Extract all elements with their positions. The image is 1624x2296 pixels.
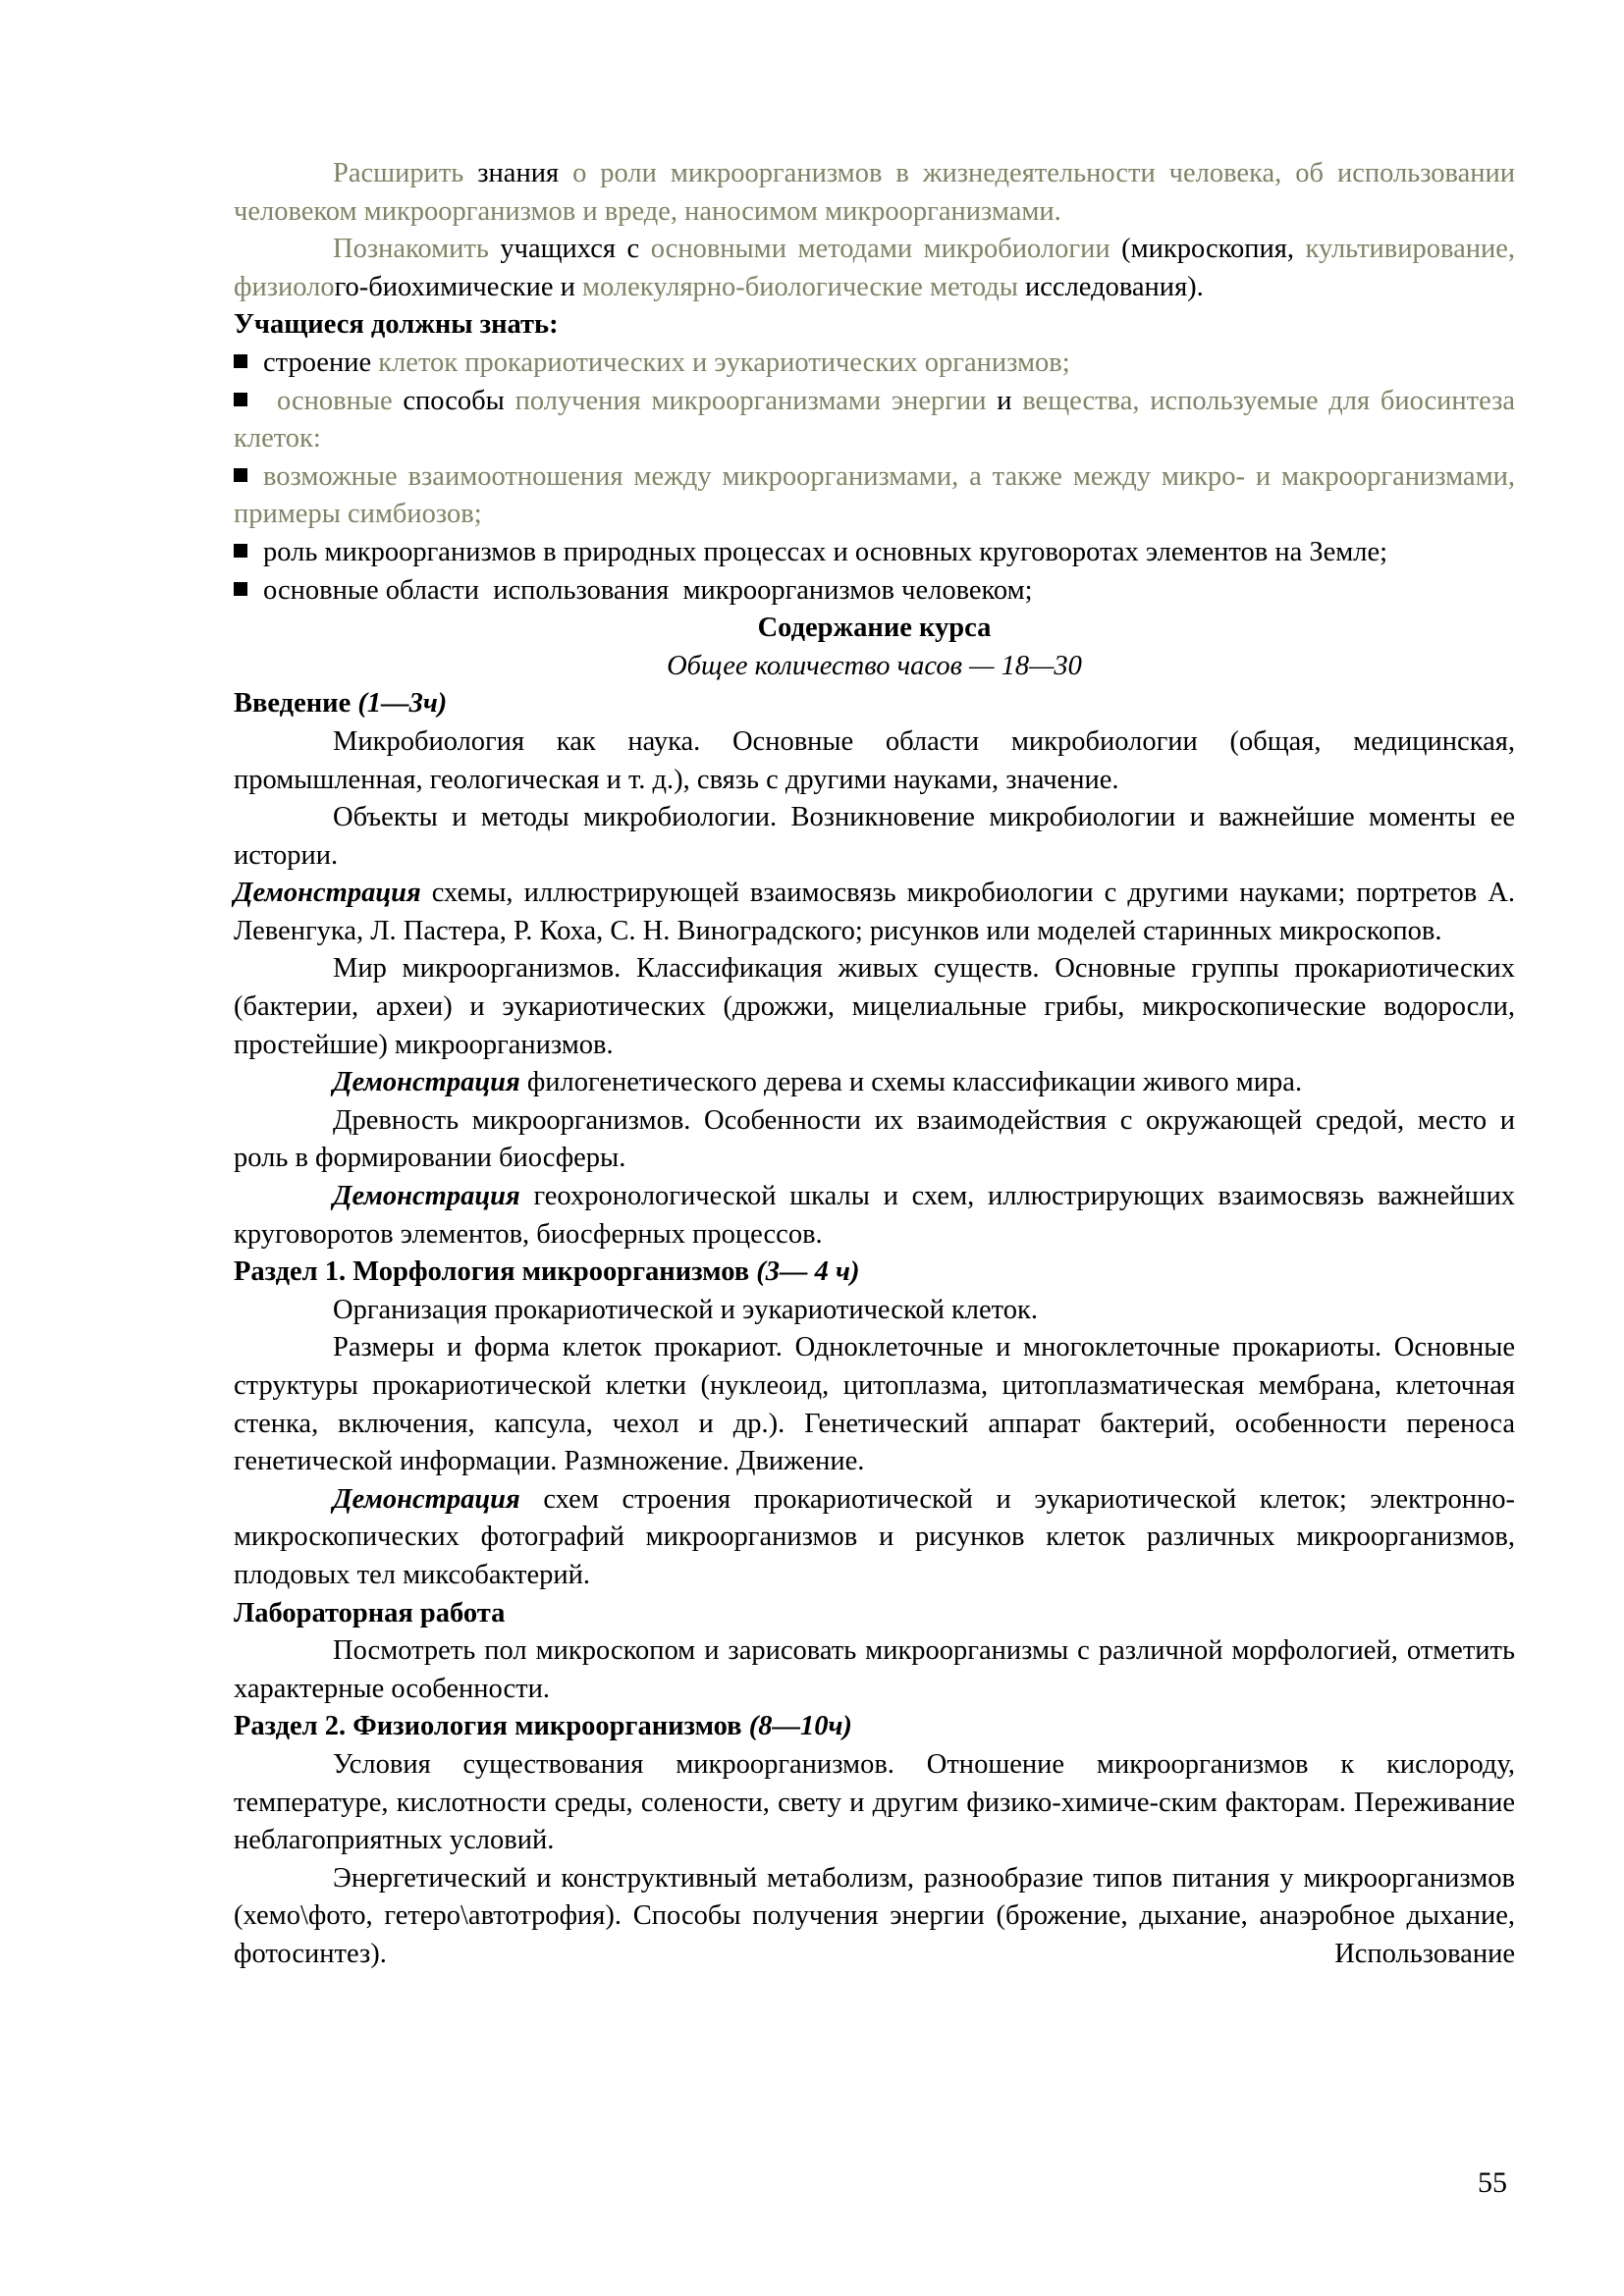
body-text: учащихся с <box>500 234 640 265</box>
lab-work-heading: Лабораторная работа <box>234 1597 506 1629</box>
body-text: (микроскопия, <box>1121 234 1294 265</box>
must-know-item <box>234 345 1515 383</box>
body-text: роль микроорганизмов в природных процессах и основных круговоротах элементов на Земле; <box>263 536 1388 567</box>
demonstration-text: геохронологической шкалы и схем, иллюстрирующих взаимосвязь важнейших круговоротов элементов, биосферных процессов. <box>234 1181 1515 1250</box>
highlight-text: о роли микроорганизмов в жизнедеятельности человека, об использовании человеком микроорганизмов и вреде, наносимом микроорганизмами. <box>234 158 1516 227</box>
demonstration-text: схем строения прокариотической и эукариотической клеток; электронно-микроскопических фотографий микроорганизмов и рисунков клеток различных микроорганизмов, плодовых тел миксобактерий. <box>234 1483 1515 1590</box>
highlight-text: основные <box>277 385 393 416</box>
must-know-item <box>234 534 1515 572</box>
body-text: основные области использования микроорганизмов человеком; <box>263 574 1033 606</box>
paragraph: Объекты и методы микробиологии. Возникновение микробиологии и важнейшие моменты ее истории. <box>234 802 1515 871</box>
demonstration-label: Демонстрация <box>333 1483 520 1515</box>
paragraph: Энергетический и конструктивный метаболизм, разнообразие типов питания у микроорганизмов (хемо\фото, гетеро\автотрофия). Способы получения энергии (брожение, дыхание, анаэробное дыхание, фотосинтез). Использование <box>234 1862 1515 1969</box>
highlight-text: молекулярно-биологические методы <box>582 271 1018 302</box>
intro-section-heading <box>234 685 1515 723</box>
highlight-text: культивирование, физиоло <box>234 234 1516 302</box>
body-text: го-биохимические <box>334 271 554 302</box>
bullet-square-icon <box>234 582 247 596</box>
paragraph: Микробиология как наука. Основные области микробиологии (общая, медицинская, промышленная, геологическая и т. д.), связь с другими науками, значение. <box>234 725 1515 795</box>
demonstration-text: филогенетического дерева и схемы классификации живого мира. <box>519 1067 1303 1098</box>
section-heading-text: Раздел 1. Морфология микроорганизмов <box>234 1256 750 1288</box>
section-hours: (8—10ч) <box>748 1711 852 1742</box>
bullet-square-icon <box>234 354 247 368</box>
section-hours: (3— 4 ч) <box>756 1256 860 1288</box>
paragraph: Древность микроорганизмов. Особенности их взаимодействия с окружающей средой, место и роль в формировании биосферы. <box>234 1104 1515 1174</box>
must-know-item <box>234 383 1515 458</box>
course-title: Содержание курса <box>757 613 992 644</box>
bullet-square-icon <box>234 544 247 558</box>
highlight-text: клеток прокариотических и эукариотических организмов; <box>378 347 1070 378</box>
section-hours: (1—3ч) <box>357 688 448 720</box>
section-heading-text: Введение <box>234 688 352 720</box>
body-text: способы <box>403 385 505 416</box>
body-text: строение <box>263 347 372 378</box>
body-text: исследования). <box>1025 271 1204 302</box>
highlight-text: получения микроорганизмами энергии <box>514 385 987 416</box>
lab-work-text: Посмотреть пол микроскопом и зарисовать микроорганизмы с различной морфологией, отметить характерные особенности. <box>234 1635 1515 1704</box>
demonstration-paragraph <box>234 1481 1515 1595</box>
page-number: 55 <box>1478 2166 1507 2199</box>
document-page <box>234 155 1515 1974</box>
highlight-text: Познакомить <box>333 234 489 265</box>
highlight-text: возможные взаимоотношения между микроорганизмами, а также между микро- и макроорганизмами, примеры симбиозов; <box>234 460 1515 530</box>
demonstration-label: Демонстрация <box>234 878 421 909</box>
intro-paragraph-1 <box>234 155 1515 231</box>
section-2-heading <box>234 1708 1515 1746</box>
demonstration-text: схемы, иллюстрирующей взаимосвязь микробиологии с другими науками; портретов А. Левенгука, Л. Пастера, Р. Коха, С. Н. Виноградского; рисунков или моделей старинных микроскопов. <box>234 878 1515 946</box>
demonstration-paragraph <box>234 875 1515 950</box>
section-heading-text: Раздел 2. Физиология микроорганизмов <box>234 1711 742 1742</box>
paragraph: Условия существования микроорганизмов. Отношение микроорганизмов к кислороду, температуре, кислотности среды, солености, свету и другим физико-химиче-ским факторам. Переживание неблагоприятных условий. <box>234 1748 1515 1856</box>
body-text: и <box>997 385 1012 416</box>
body-text: и <box>560 271 575 302</box>
body-text: знания <box>477 158 560 188</box>
highlight-text: вещества, используемые для биосинтеза клеток: <box>234 385 1516 454</box>
paragraph: Организация прокариотической и эукариотической клеток. <box>333 1294 1038 1325</box>
demonstration-paragraph <box>234 1064 1515 1102</box>
must-know-heading: Учащиеся должны знать: <box>234 309 559 341</box>
bullet-square-icon <box>234 393 247 406</box>
bullet-square-icon <box>234 468 247 482</box>
must-know-item <box>234 572 1515 611</box>
course-subtitle: Общее количество часов — 18—30 <box>667 650 1082 681</box>
section-1-heading <box>234 1254 1515 1292</box>
demonstration-paragraph <box>234 1178 1515 1254</box>
paragraph: Мир микроорганизмов. Классификация живых существ. Основные группы прокариотических (бактерии, археи) и эукариотических (дрожжи, мицелиальные грибы, микроскопические водоросли, простейшие) микроорганизмов. <box>234 953 1515 1060</box>
demonstration-label: Демонстрация <box>333 1067 520 1098</box>
intro-paragraph-2 <box>234 231 1515 306</box>
paragraph: Размеры и форма клеток прокариот. Одноклеточные и многоклеточные прокариоты. Основные структуры прокариотической клетки (нуклеоид, цитоплазма, цитоплазматическая мембрана, клеточная стенка, включения, капсула, чехол и др.). Генетический аппарат бактерий, особенности переноса генетической информации. Размножение. Движение. <box>234 1332 1515 1477</box>
demonstration-label: Демонстрация <box>333 1181 520 1212</box>
highlight-text: основными методами микробиологии <box>650 234 1110 265</box>
highlight-text: Расширить <box>333 158 464 188</box>
must-know-item <box>234 458 1515 534</box>
